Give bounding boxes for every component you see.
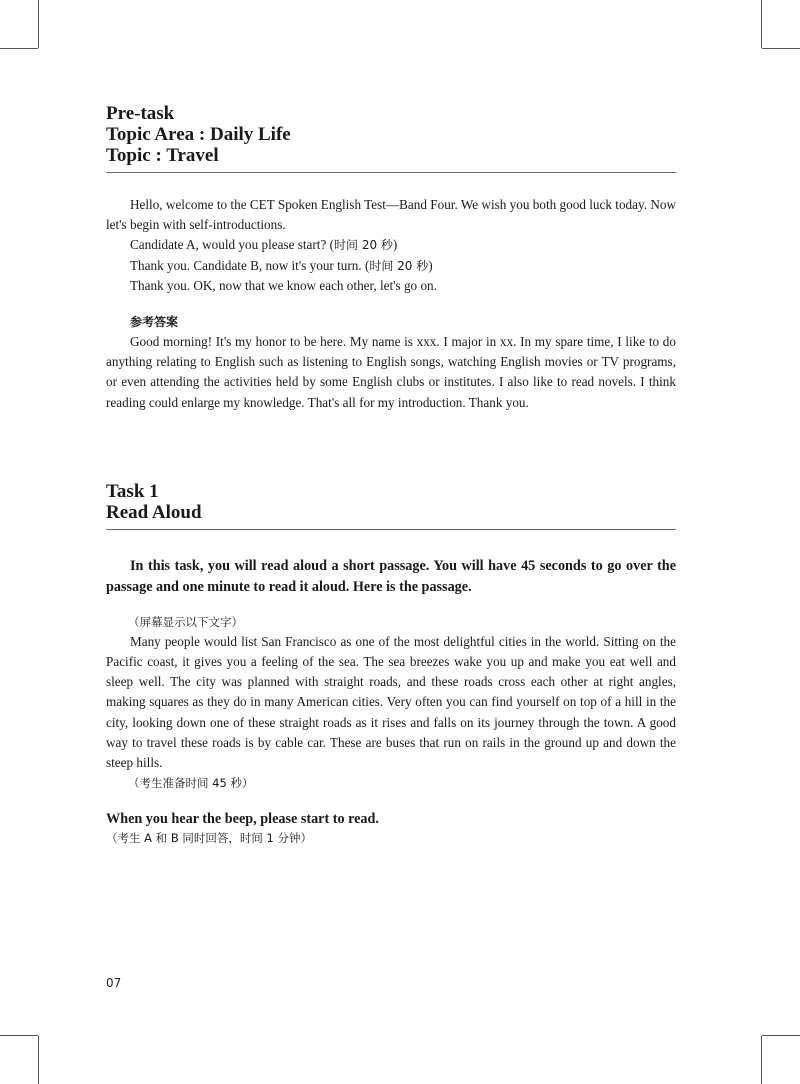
prep-time-note: （考生准备时间 45 秒）: [128, 776, 254, 791]
crop-mark: [38, 0, 39, 48]
intro-candidate-a: [106, 235, 676, 255]
intro-candidate-b-text: Thank you. Candidate B, now it's your turn. (: [130, 257, 370, 273]
beep-instruction: When you hear the beep, please start to read.: [106, 811, 379, 828]
crop-mark: [761, 0, 762, 48]
intro-candidate-a-text: Candidate A, would you please start? (: [130, 237, 334, 253]
page-number: 07: [106, 976, 122, 990]
intro-paragraph: Hello, welcome to the CET Spoken English Test—Band Four. We wish you both good luck today. Now let's begin with self-introductions.: [106, 197, 676, 233]
intro-closing: Thank you. OK, now that we know each other, let's go on.: [130, 277, 437, 293]
topic: Topic : Travel: [106, 145, 219, 166]
pretask-header: [106, 103, 676, 173]
time-note: 时间 20 秒: [369, 258, 429, 273]
answer-time-note: （考生 A 和 B 同时回答，时间 1 分钟）: [106, 831, 313, 846]
intro-candidate-b: [106, 256, 676, 276]
crop-mark: [0, 1035, 38, 1036]
time-note: 时间 20 秒: [334, 238, 393, 253]
screen-note: （屏幕显示以下文字）: [128, 614, 243, 629]
task1-instruction: In this task, you will read aloud a short passage. You will have 45 seconds to go over the passage and one minute to read it aloud. Here is the passage.: [106, 557, 676, 595]
reading-passage: Many people would list San Francisco as one of the most delightful cities in the world. Sitting on the Pacific coast, it gives you a feeling of the sea. The sea breezes wake you up and make you eat well and sleep well. The city was planned with straight roads, and these roads cross each other at right angles, making squares as they do in many American cities. Very often you can find yourself on top of a hill in the city, looking down one of these straight roads as it rises and falls on its journey through the town. A good way to travel these roads is by cable car. These are buses that run on rails in the ground up and down the steep hills.: [106, 633, 676, 771]
answer-paragraph: Good morning! It's my honor to be here. My name is xxx. I major in xx. In my spare time, I like to do anything relating to English such as listening to English songs, watching English movies or TV programs, or even attending the activities held by some English clubs or institutes. I also like to read novels. I think reading could enlarge my knowledge. That's all for my introduction. Thank you.: [106, 334, 676, 410]
task1-title: Task 1: [106, 480, 159, 502]
page-content: [106, 103, 676, 846]
paren-close: ): [392, 237, 398, 253]
pretask-title: Pre-task: [106, 103, 175, 124]
paren-close: ): [428, 257, 433, 273]
crop-mark: [0, 48, 38, 49]
crop-mark: [762, 1035, 800, 1036]
crop-mark: [761, 1036, 762, 1084]
task1-subtitle: Read Aloud: [106, 501, 202, 523]
crop-mark: [38, 1036, 39, 1084]
topic-area: Topic Area : Daily Life: [106, 124, 291, 145]
task1-header: [106, 481, 676, 530]
crop-mark: [762, 48, 800, 49]
answer-label: 参考答案: [130, 315, 179, 330]
